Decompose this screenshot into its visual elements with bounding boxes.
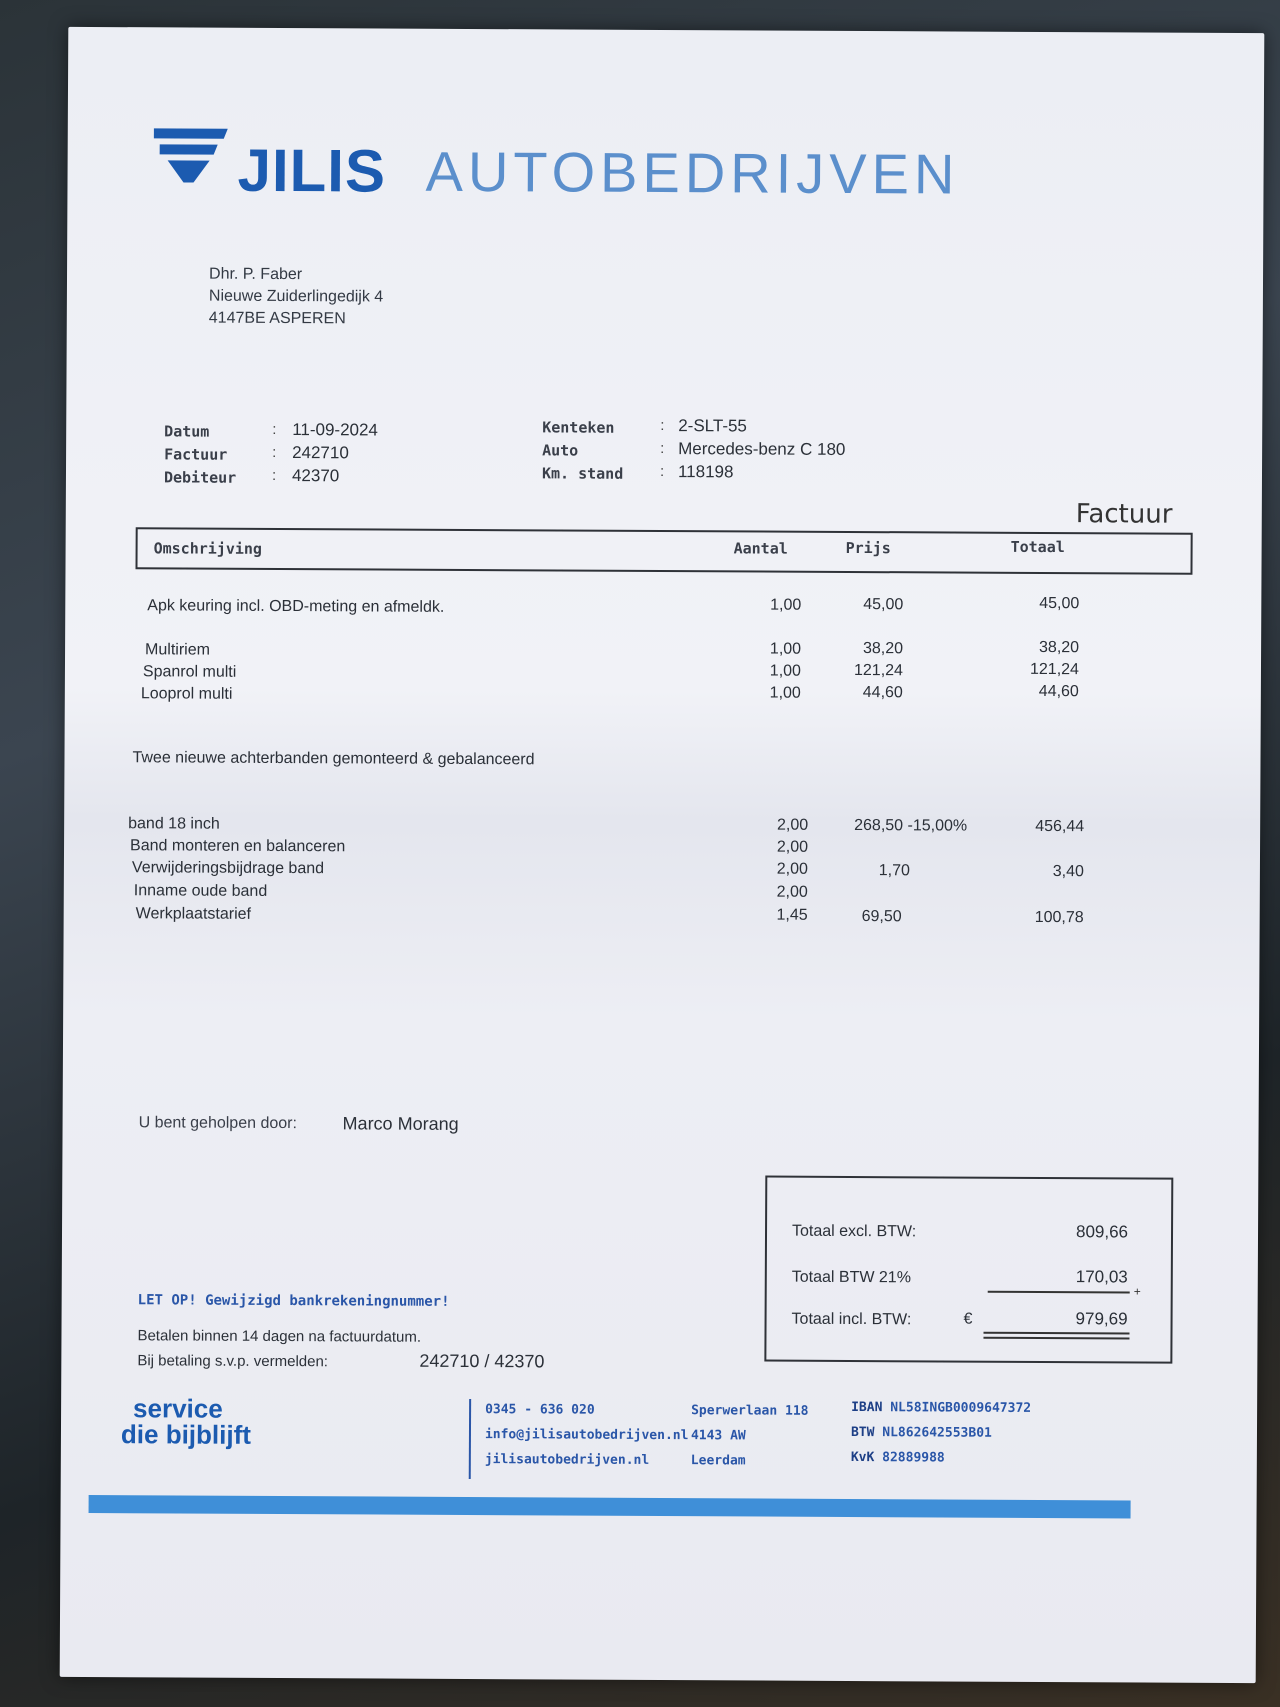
table-row-quantity: 1,00 — [769, 640, 802, 658]
table-row-quantity: 2,00 — [776, 816, 809, 834]
slogan-line-1: service — [133, 1393, 223, 1424]
kvk-value: 82889988 — [882, 1450, 945, 1466]
table-row-price: 121,24 — [853, 662, 904, 680]
plus-sign: + — [1133, 1284, 1141, 1299]
footer-divider — [469, 1399, 471, 1479]
table-row-description: Looprol multi — [140, 685, 233, 703]
table-row-quantity: 1,00 — [770, 596, 802, 614]
car-label: Auto — [542, 441, 579, 460]
footer-contact — [485, 1397, 689, 1473]
table-row-total: 456,44 — [1035, 817, 1085, 836]
footer-postcode: 4143 AW — [690, 1428, 746, 1444]
table-row-description: Apk keuring incl. OBD-meting en afmeldk. — [147, 597, 445, 616]
table-row-description: Werkplaatstarief — [135, 905, 252, 923]
helped-by-name: Marco Morang — [342, 1113, 459, 1134]
footer-city: Leerdam — [690, 1453, 746, 1469]
slogan-line-2: die bijblijft — [120, 1419, 252, 1450]
date-value: 11-09-2024 — [292, 420, 378, 440]
table-row-total: 3,40 — [1052, 863, 1084, 881]
table-row-description: Band monteren en balanceren — [129, 837, 346, 856]
colon: : — [660, 416, 665, 435]
invoice-number-value: 242710 — [292, 443, 349, 463]
footer-address — [691, 1398, 809, 1474]
header-price: Prijs — [845, 538, 891, 558]
colon: : — [272, 420, 277, 438]
debtor-label: Debiteur — [163, 468, 237, 487]
total-excl-label: Totaal excl. BTW: — [791, 1222, 917, 1241]
footer-accent-bar — [89, 1495, 1131, 1518]
table-row-quantity: 2,00 — [776, 883, 808, 901]
total-excl-value: 809,66 — [1075, 1222, 1129, 1242]
table-row-quantity: 1,45 — [776, 906, 808, 924]
customer-city: 4147BE ASPEREN — [208, 309, 346, 328]
customer-name: Dhr. P. Faber — [208, 265, 303, 284]
table-row-price: 1,70 — [878, 862, 910, 880]
table-row-description: Verwijderingsbijdrage band — [131, 859, 325, 878]
kvk-label: KvK — [850, 1449, 875, 1466]
footer-registration — [851, 1395, 1031, 1471]
payment-terms: Betalen binnen 14 dagen na factuurdatum. — [137, 1327, 422, 1346]
footer-website[interactable]: jilisautobedrijven.nl — [484, 1452, 650, 1468]
currency-symbol: € — [963, 1310, 973, 1328]
total-incl-value: 979,69 — [1075, 1309, 1128, 1329]
table-row-description: Inname oude band — [133, 882, 268, 900]
btw-value: NL862642553B01 — [882, 1425, 992, 1441]
bank-change-warning: LET OP! Gewijzigd bankrekeningnummer! — [137, 1292, 450, 1310]
btw-label: BTW — [850, 1424, 875, 1441]
colon: : — [660, 439, 665, 458]
table-row-description: band 18 inch — [128, 815, 220, 833]
debtor-value: 42370 — [291, 466, 340, 486]
jilis-logo-icon — [154, 122, 228, 184]
table-row-total: 100,78 — [1034, 908, 1084, 927]
mileage-value: 118198 — [677, 462, 734, 482]
header-total: Totaal — [1010, 537, 1065, 557]
car-value: Mercedes-benz C 180 — [678, 439, 846, 459]
document-title: Factuur — [1075, 499, 1173, 530]
footer-phone[interactable]: 0345 - 636 020 — [485, 1402, 595, 1418]
helped-by-label: U bent geholpen door: — [138, 1114, 297, 1133]
table-row-price: 45,00 — [863, 596, 904, 614]
license-plate-label: Kenteken — [542, 418, 615, 437]
table-row-price: 44,60 — [862, 684, 903, 702]
table-row-total: 45,00 — [1039, 594, 1080, 613]
table-row-quantity: 2,00 — [776, 860, 808, 878]
header-quantity: Aantal — [733, 539, 788, 558]
table-row-total: 38,20 — [1039, 638, 1080, 657]
total-vat-value: 170,03 — [1075, 1267, 1128, 1287]
mileage-label: Km. stand — [541, 464, 624, 483]
license-plate-value: 2-SLT-55 — [678, 416, 747, 436]
table-row-quantity: 2,00 — [776, 838, 809, 856]
footer-email[interactable]: info@jilisautobedrijven.nl — [484, 1427, 689, 1444]
colon: : — [272, 443, 277, 461]
table-row-price: 268,50 -15,00% — [854, 817, 968, 835]
footer-street: Sperwerlaan 118 — [691, 1403, 809, 1419]
brand-name-bold: JILIS — [237, 136, 387, 205]
colon: : — [271, 466, 277, 484]
table-row-quantity: 1,00 — [769, 684, 801, 702]
total-vat-label: Totaal BTW 21% — [791, 1268, 911, 1287]
date-label: Datum — [164, 422, 210, 441]
table-row-description: Spanrol multi — [142, 663, 237, 681]
customer-street: Nieuwe Zuiderlingedijk 4 — [208, 287, 384, 306]
invoice-sheet — [60, 27, 1265, 1683]
iban-label: IBAN — [851, 1399, 883, 1416]
table-row-price: 69,50 — [861, 908, 902, 926]
invoice-number-label: Factuur — [164, 445, 228, 464]
table-row-total: 44,60 — [1038, 682, 1079, 701]
payment-reference-value: 242710 / 42370 — [419, 1350, 545, 1372]
total-incl-label: Totaal incl. BTW: — [791, 1310, 912, 1329]
iban-value: NL58INGB0009647372 — [890, 1400, 1032, 1416]
service-note: Twee nieuwe achterbanden gemonteerd & gebalanceerd — [132, 749, 535, 769]
header-description: Omschrijving — [153, 539, 263, 558]
table-row-total: 121,24 — [1029, 660, 1080, 679]
table-row-price: 38,20 — [862, 640, 904, 658]
brand-name-light: AUTOBEDRIJVEN — [425, 139, 960, 206]
colon: : — [659, 462, 665, 481]
table-row-description: Multiriem — [145, 641, 211, 659]
payment-reference-label: Bij betaling s.v.p. vermelden: — [137, 1352, 329, 1371]
table-row-quantity: 1,00 — [769, 662, 802, 680]
